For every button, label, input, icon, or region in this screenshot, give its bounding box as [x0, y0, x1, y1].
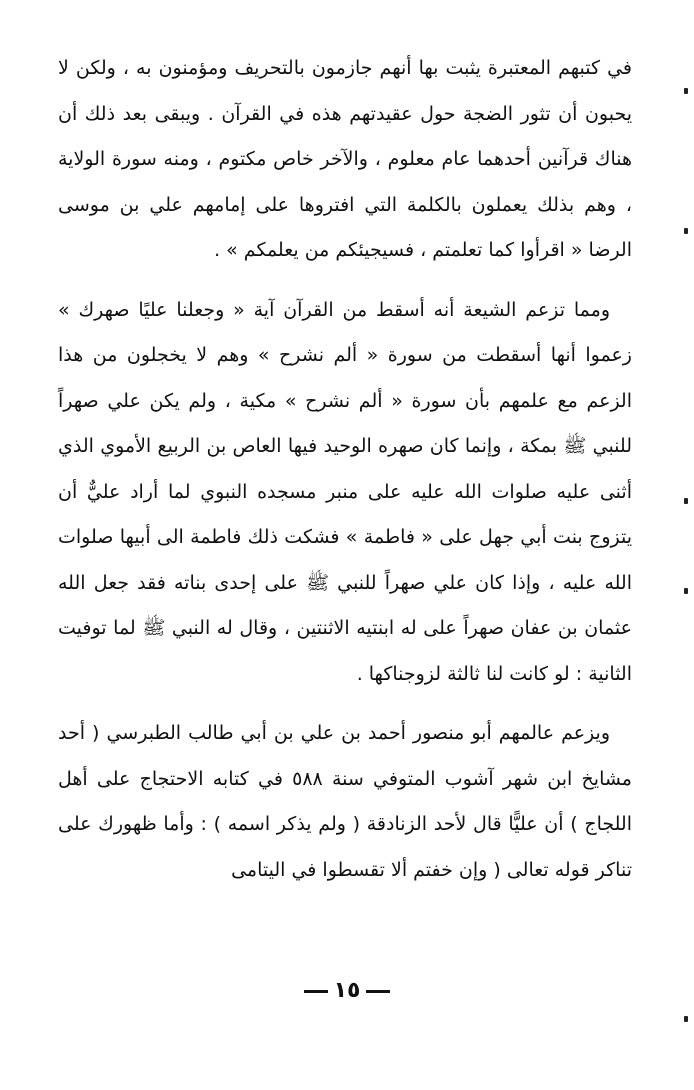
paragraph-gap [58, 697, 632, 711]
paragraph-gap [58, 274, 632, 288]
paragraph-2: ومما تزعم الشيعة أنه أسقط من القرآن آية « وجعلنا عليًا صهرك » زعموا أنها أسقطت من سورة « ألم نشرح » وهم لا يخجلون من هذا الزعم مع علمهم بأن سورة « ألم نشرح » مكية ، ولم يكن علي صهراً للنبي ﷺ بمكة ، وإنما كان صهره الوحيد فيها العاص بن الربيع الأموي الذي أثنى عليه صلوات الله عليه على منبر مسجده النبوي لما أراد عليٌّ أن يتزوج بنت أبي جهل على « فاطمة » فشكت ذلك فاطمة الى أبيها صلوات الله عليه ، وإذا كان علي صهراً للنبي ﷺ على إحدى بناته فقد جعل الله عثمان بن عفان صهراً على له ابنتيه الاثنتين ، وقال له النبي ﷺ لما توفيت الثانية : لو كانت لنا ثالثة لزوجناكها . [58, 298, 632, 685]
margin-speck [684, 228, 688, 234]
margin-speck [684, 1016, 688, 1022]
paragraph-1: في كتبهم المعتبرة يثبت بها أنهم جازمون بالتحريف ومؤمنون به ، ولكن لا يحبون أن تثور الضجة حول عقيدتهم هذه في القرآن . ويبقى بعد ذلك أن هناك قرآنين أحدهما عام معلوم ، والآخر خاص مكتوم ، ومنه سورة الولاية ، وهم بذلك يعملون بالكلمة التي افتروها على إمامهم علي بن موسى الرضا « اقرأوا كما تعلمتم ، فسيجيئكم من يعلمكم » . [58, 57, 632, 261]
margin-speck [684, 588, 688, 594]
page-number-dash-right [304, 990, 328, 993]
paragraph-3: ويزعم عالمهم أبو منصور أحمد بن علي بن أبي طالب الطبرسي ( أحد مشايخ ابن شهر آشوب المتوفي سنة ٥٨٨ في كتابه الاحتجاج على أهل اللجاج ) أن عليًّا قال لأحد الزنادقة ( ولم يذكر اسمه ) : وأما ظهورك على تناكر قوله تعالى ( وإن خفتم ألا تقسطوا في اليتامى [58, 722, 632, 881]
page-number-dash-left [366, 990, 390, 993]
page-number [0, 978, 694, 1003]
margin-speck [684, 498, 688, 504]
page-number-text: ١٥ [333, 978, 361, 1003]
margin-speck [684, 88, 688, 94]
body-text [58, 46, 632, 893]
